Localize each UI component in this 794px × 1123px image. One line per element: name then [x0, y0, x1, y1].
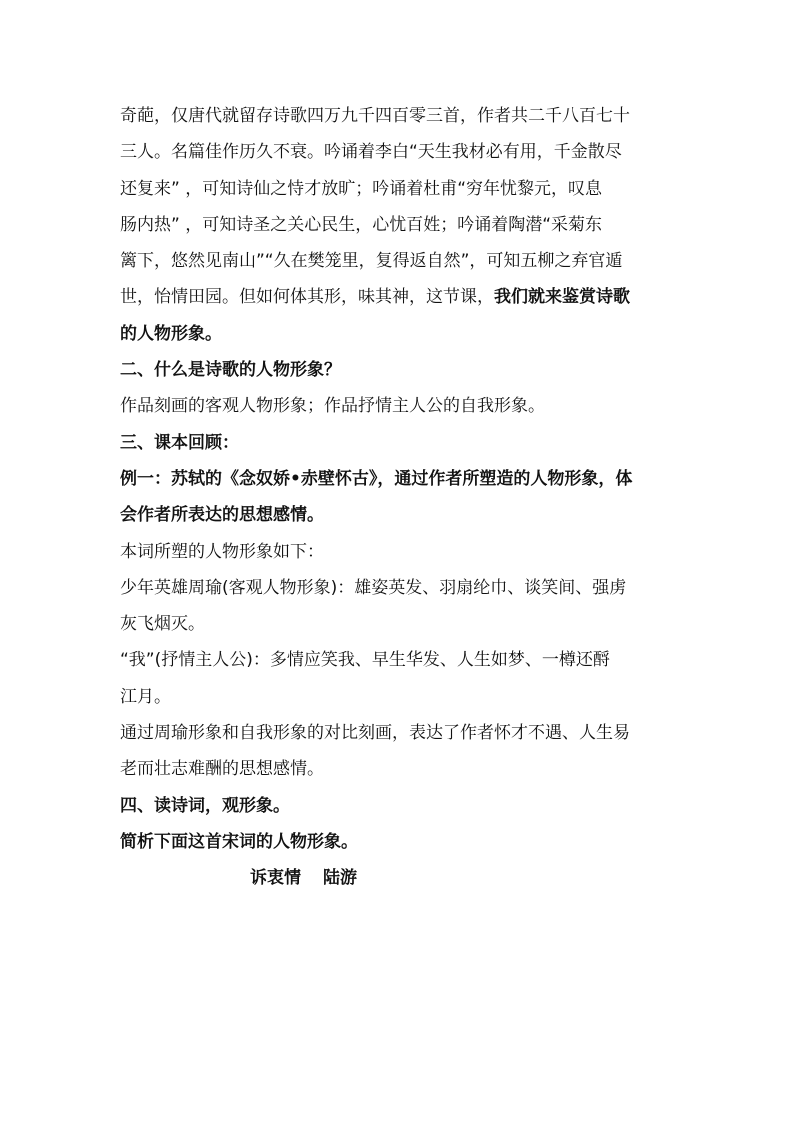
- zhou-yu-image-line-1: 少年英雄周瑜(客观人物形象)：雄姿英发、羽扇纶巾、谈笑间、强虏: [120, 577, 627, 598]
- task-instruction: 简析下面这首宋词的人物形象。: [120, 831, 358, 852]
- conclusion-line-2: 老而壮志难酬的思想感情。: [120, 759, 324, 780]
- zhou-yu-image-line-2: 灰飞烟灭。: [120, 614, 205, 635]
- poem-heading: [120, 860, 678, 896]
- image-intro-text: 本词所塑的人物形象如下：: [120, 541, 324, 562]
- paragraph-intro-line-5: 篱下，悠然见南山”“久在樊笼里，复得返自然”，可知五柳之弃官遁: [120, 251, 623, 272]
- section-heading-2: 二、什么是诗歌的人物形象？: [120, 360, 341, 381]
- section-2-answer: 作品刻画的客观人物形象；作品抒情主人公的自我形象。: [120, 396, 545, 417]
- poem-title: 诉衷情: [250, 868, 301, 889]
- section-heading-4: 四、读诗词，观形象。: [120, 795, 290, 816]
- example-1-line-1: 例一：苏轼的《念奴娇•赤壁怀古》，通过作者所塑造的人物形象，体: [120, 468, 633, 489]
- section-heading-3: 三、课本回顾：: [120, 432, 239, 453]
- paragraph-intro-line-7: 的人物形象。: [120, 323, 222, 344]
- lyric-self-image-line-1: “我”(抒情主人公)：多情应笑我、早生华发、人生如梦、一樽还酹: [120, 650, 610, 671]
- lyric-self-image-line-2: 江月。: [120, 686, 171, 707]
- example-1-line-2: 会作者所表达的思想感情。: [120, 505, 324, 526]
- paragraph-intro-line-2: 三人。名篇佳作历久不衰。吟诵着李白“天生我材必有用，千金散尽: [120, 142, 622, 163]
- paragraph-intro-line-6: [120, 279, 678, 315]
- poem-author: 陆游: [323, 868, 357, 889]
- paragraph-intro-line-1: 奇葩，仅唐代就留存诗歌四万九千四百零三首，作者共二千八百七十: [120, 106, 630, 126]
- intro-text-emphasis: 我们就来鉴赏诗歌: [494, 287, 630, 308]
- intro-text-normal: 世，怡情田园。但如何体其形，味其神，这节课，: [120, 287, 494, 308]
- conclusion-line-1: 通过周瑜形象和自我形象的对比刻画，表达了作者怀才不遇、人生易: [120, 723, 630, 744]
- document-body: [120, 98, 678, 897]
- paragraph-intro-line-3: 还复来” ，可知诗仙之恃才放旷；吟诵着杜甫“穷年忧黎元，叹息: [120, 178, 603, 199]
- paragraph-intro-line-4: 肠内热” ，可知诗圣之关心民生，心忧百姓；吟诵着陶潜“采菊东: [120, 214, 603, 235]
